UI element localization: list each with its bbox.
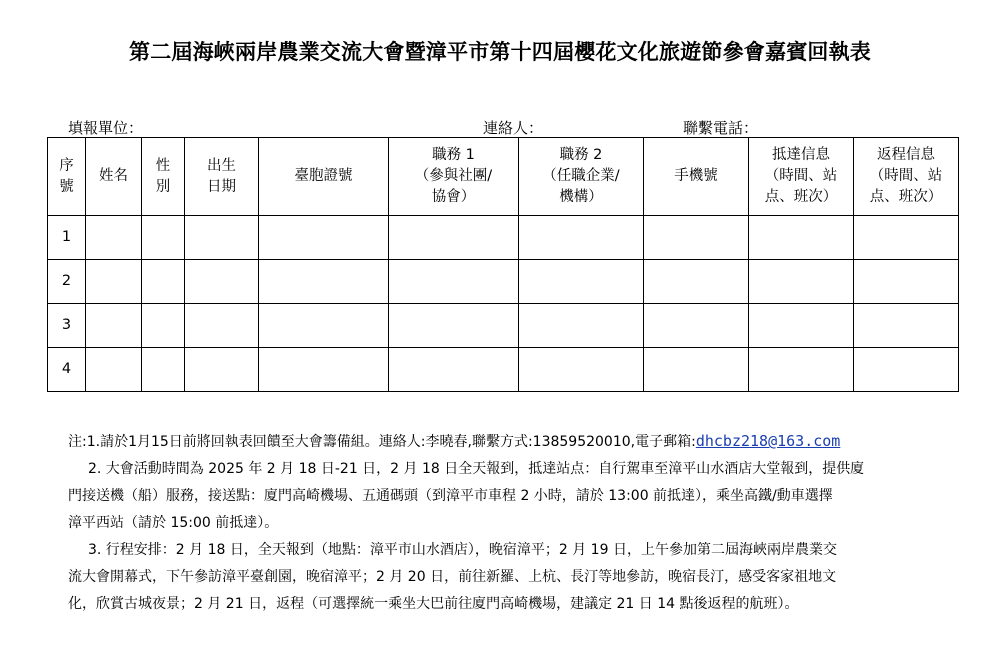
entry-cell[interactable]	[519, 260, 644, 304]
entry-cell[interactable]	[854, 216, 959, 260]
entry-cell[interactable]	[185, 304, 259, 348]
row-number: 4	[48, 348, 86, 392]
note-1	[68, 428, 948, 456]
entry-cell[interactable]	[389, 348, 519, 392]
entry-cell[interactable]	[142, 216, 185, 260]
entry-cell[interactable]	[749, 216, 854, 260]
note-3-line-3: 化，欣賞古城夜景；2 月 21 日，返程（可選擇統一乘坐大巴前往廈門高崎機場，建議定 21 日 14 點後返程的航班）。	[68, 596, 799, 612]
entry-cell[interactable]	[519, 304, 644, 348]
entry-cell[interactable]	[644, 260, 749, 304]
note-2-line-2: 門接送機（船）服務，接送點：廈門高崎機場、五通碼頭（到漳平市車程 2 小時，請於 13:00 前抵達），乘坐高鐵/動車選擇	[68, 488, 833, 504]
header-position-1: 職務 1 （參與社團/ 協會）	[389, 138, 519, 216]
header-return-info: 返程信息 （時間、站 点、班次）	[854, 138, 959, 216]
table-row	[48, 216, 959, 260]
header-taiwan-permit: 臺胞證號	[259, 138, 389, 216]
fill-phone-label: 聯繫電話：	[683, 119, 759, 137]
note-3-line-2: 流大會開幕式，下午參訪漳平臺創園，晚宿漳平；2 月 20 日，前往新羅、上杭、長汀等地參訪，晚宿長汀，感受客家祖地文	[68, 569, 837, 585]
entry-cell[interactable]	[389, 260, 519, 304]
entry-cell[interactable]	[259, 304, 389, 348]
page-title: 第二屆海峽兩岸農業交流大會暨漳平市第十四屆櫻花文化旅遊節參會嘉賓回執表	[129, 40, 871, 64]
header-name: 姓名	[86, 138, 142, 216]
entry-cell[interactable]	[389, 304, 519, 348]
entry-cell[interactable]	[259, 260, 389, 304]
row-number: 2	[48, 260, 86, 304]
note-1-text: 注:1.請於1月15日前將回執表回饋至大會籌備組。連絡人:李曉春,聯繫方式:13859520010,電子郵箱:	[68, 434, 696, 450]
table-row	[48, 348, 959, 392]
entry-cell[interactable]	[142, 348, 185, 392]
row-number: 1	[48, 216, 86, 260]
entry-cell[interactable]	[749, 260, 854, 304]
row-number: 3	[48, 304, 86, 348]
header-position-2: 職務 2 （任職企業/ 機構）	[519, 138, 644, 216]
note-2-line-3: 漳平西站（請於 15:00 前抵達）。	[68, 515, 279, 531]
header-birthdate: 出生 日期	[185, 138, 259, 216]
entry-cell[interactable]	[86, 304, 142, 348]
entry-cell[interactable]	[86, 216, 142, 260]
entry-cell[interactable]	[259, 348, 389, 392]
entry-cell[interactable]	[644, 216, 749, 260]
header-arrival-info: 抵達信息 （時間、站 点、班次）	[749, 138, 854, 216]
table-header-row	[48, 138, 959, 216]
entry-cell[interactable]	[86, 348, 142, 392]
note-3-line-1: 3. 行程安排：2 月 18 日，全天報到（地點：漳平市山水酒店），晚宿漳平；2 月 19 日，上午參加第二屆海峽兩岸農業交	[88, 542, 837, 558]
note-2-line-1: 2. 大會活動時間為 2025 年 2 月 18 日-21 日，2 月 18 日全天報到，抵達站点：自行駕車至漳平山水酒店大堂報到，提供廈	[88, 461, 865, 477]
entry-cell[interactable]	[185, 348, 259, 392]
guest-reply-table	[47, 137, 959, 392]
entry-cell[interactable]	[519, 216, 644, 260]
entry-cell[interactable]	[389, 216, 519, 260]
notes-section	[68, 428, 948, 618]
entry-cell[interactable]	[185, 260, 259, 304]
entry-cell[interactable]	[854, 304, 959, 348]
entry-cell[interactable]	[519, 348, 644, 392]
table-row	[48, 304, 959, 348]
entry-cell[interactable]	[185, 216, 259, 260]
table-row	[48, 260, 959, 304]
header-seq: 序 號	[48, 138, 86, 216]
entry-cell[interactable]	[854, 260, 959, 304]
entry-cell[interactable]	[749, 348, 854, 392]
entry-cell[interactable]	[86, 260, 142, 304]
entry-cell[interactable]	[142, 260, 185, 304]
entry-cell[interactable]	[142, 304, 185, 348]
entry-cell[interactable]	[259, 216, 389, 260]
entry-cell[interactable]	[644, 348, 749, 392]
entry-cell[interactable]	[644, 304, 749, 348]
fill-unit-label: 填報單位：	[68, 119, 144, 137]
header-mobile: 手機號	[644, 138, 749, 216]
entry-cell[interactable]	[749, 304, 854, 348]
email-link[interactable]: dhcbz218@163.com	[695, 432, 841, 450]
fill-contact-label: 連絡人：	[483, 119, 544, 137]
entry-cell[interactable]	[854, 348, 959, 392]
header-gender: 性 別	[142, 138, 185, 216]
